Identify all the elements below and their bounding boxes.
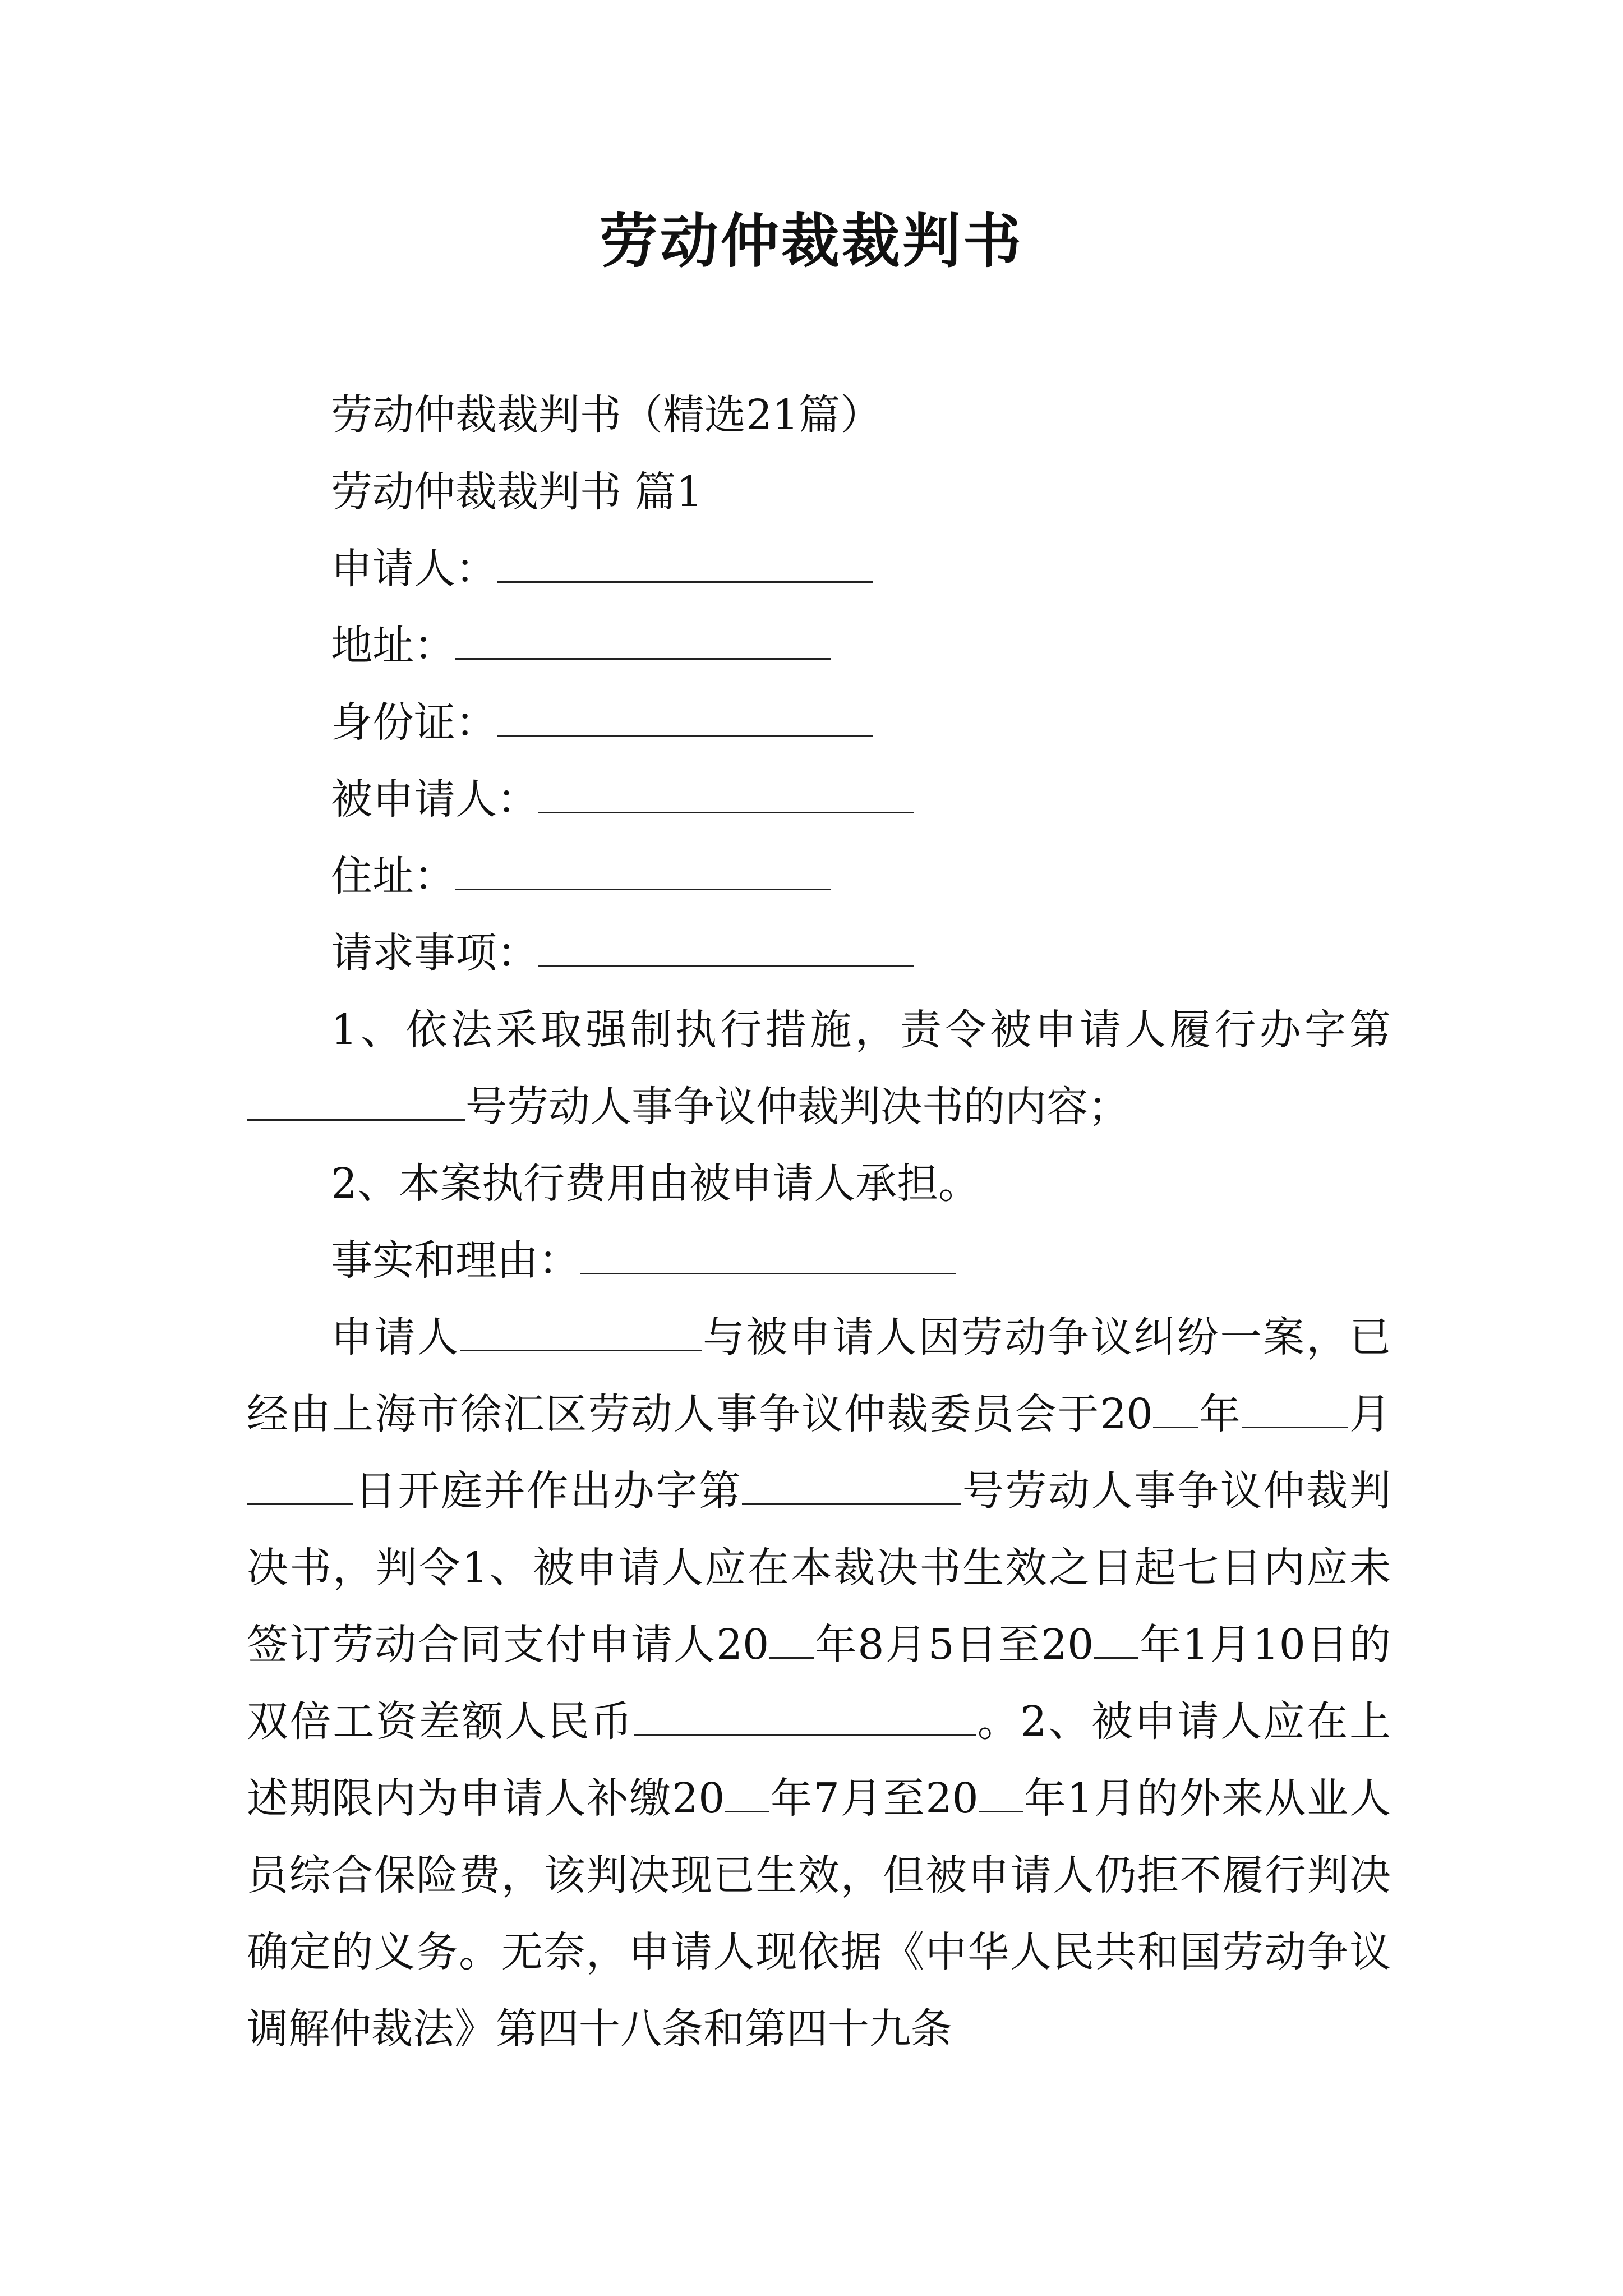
field-id-card [247,684,1391,761]
field-label: 住址： [331,852,455,900]
facts-text: 。2、被申请人应在上述期限内为申请人补缴20 [247,1697,1391,1823]
request-item-1 [247,992,1391,1145]
field-label: 事实和理由： [331,1236,580,1285]
section-heading: 劳动仲裁裁判书 篇1 [331,468,703,516]
facts-text: 日开庭并作出办字第 [353,1467,742,1515]
field-address [247,608,1391,684]
blank-line [742,1470,961,1505]
request-item-1-text-b: 号劳动人事争议仲裁判决书的内容； [465,1083,1129,1131]
facts-text: 与被申请人因劳动争议纠纷一案，已经由上海市徐汇区劳动人事争议仲裁委员会于20 [247,1313,1391,1438]
blank-line [247,1470,353,1505]
document-subtitle: 劳动仲裁裁判书（精选21篇） [331,391,882,439]
facts-text: 月 [1348,1390,1391,1438]
blank-line [460,1316,702,1351]
facts-text: 年 [1197,1390,1242,1438]
request-item-1-text-a: 1、依法采取强制执行措施，责令被申请人履行办字第 [331,1006,1391,1054]
blank-line [497,701,873,737]
field-label: 申请人： [331,545,497,593]
document-title: 劳动仲裁裁判书 [599,207,1023,275]
blank-line [497,547,873,583]
facts-text: 号劳动人事争议仲裁判决书，判令1、被申请人应在本裁决书生效之日起七日内应未签订劳动合同支付申请人20 [247,1467,1391,1669]
blank-line [580,1239,956,1274]
blank-line [247,1085,465,1121]
blank-line [769,1623,814,1659]
blank-line [634,1700,976,1736]
facts-text: 年8月5日至20 [814,1621,1094,1669]
request-item-2: 2、本案执行费用由被申请人承担。 [331,1159,980,1208]
blank-line [455,855,831,890]
field-label: 请求事项： [331,929,538,977]
blank-line [1242,1393,1348,1428]
field-requests [247,915,1391,992]
blank-line [455,624,831,660]
facts-text: 年1月10日的双倍工资差额人民币 [247,1621,1391,1746]
field-respondent [247,761,1391,838]
facts-text: 申请人 [331,1313,460,1361]
blank-line [538,932,914,967]
field-residence [247,838,1391,915]
blank-line [538,778,914,813]
facts-paragraph [247,1299,1391,2068]
field-facts [247,1222,1391,1299]
facts-text: 年7月至20 [769,1774,979,1823]
facts-text: 年1月的外来从业人员综合保险费，该判决现已生效，但被申请人仍拒不履行判决确定的义务。无奈，申请人现依据《中华人民共和国劳动争议调解仲裁法》第四十八条和第四十九条 [247,1774,1391,2053]
blank-line [725,1777,769,1812]
blank-line [979,1777,1023,1812]
field-label: 身份证： [331,698,497,747]
document-body [247,377,1391,2068]
field-label: 地址： [331,622,455,670]
blank-line [1094,1623,1138,1659]
field-label: 被申请人： [331,775,538,823]
field-applicant [247,531,1391,608]
blank-line [1153,1393,1198,1428]
